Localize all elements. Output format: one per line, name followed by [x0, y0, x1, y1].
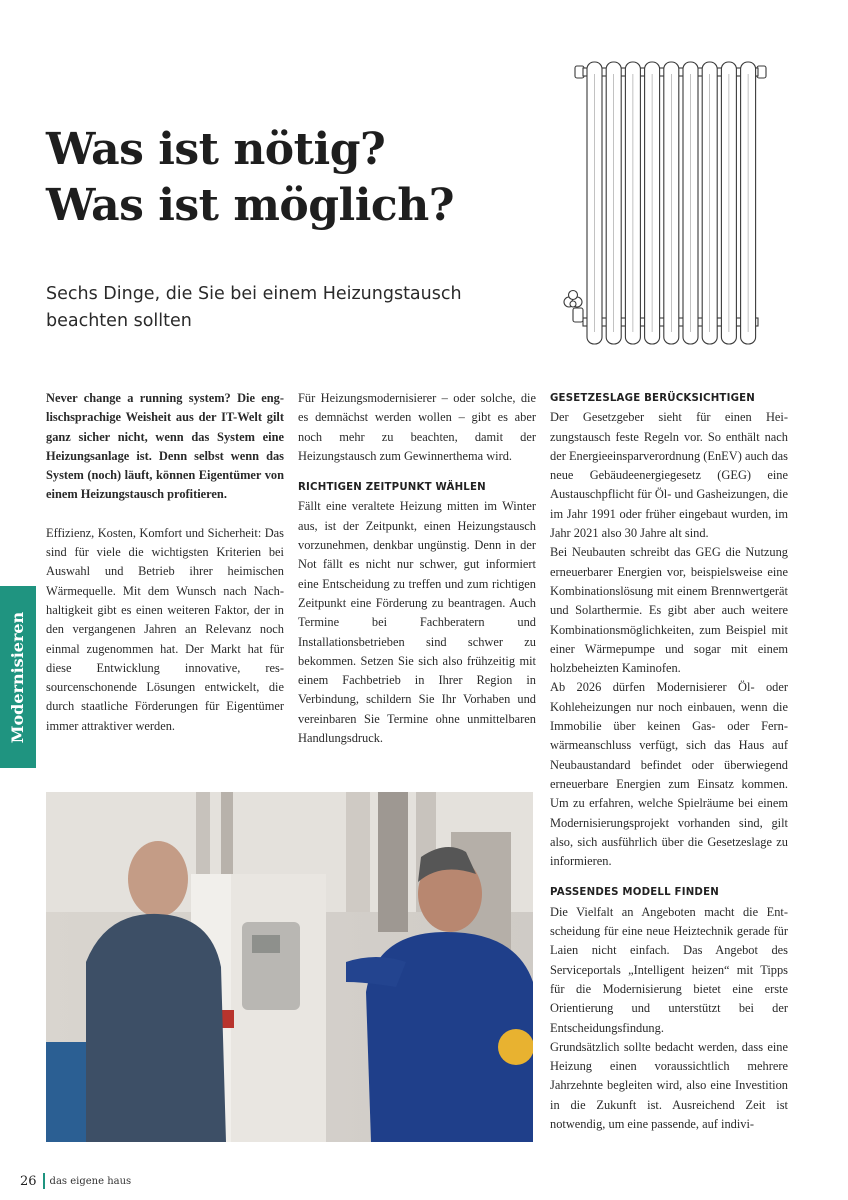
paragraph: Grundsätzlich sollte bedacht werden, dass eine Heizung einen voraussichtlich mehrere Jahrzehnte begleiten wird, also eine Investition in die Zukunft ist. Ausreichend Zeit ist notwendig, um eine passende, auf indivi-	[550, 1039, 788, 1131]
text-column-1	[46, 389, 284, 736]
text-column-3	[550, 389, 788, 1134]
subtitle-line-1: Sechs Dinge, die Sie bei einem Heizungstausch	[46, 284, 462, 304]
page-subtitle	[46, 281, 526, 335]
page-footer	[20, 1172, 131, 1190]
magazine-name: das eigene haus	[49, 1175, 132, 1187]
section-tab	[0, 586, 36, 768]
paragraph: Ab 2026 dürfen Modernisierer Öl- oder Kohleheizungen nur noch einbauen, wenn die Immobilie über keinen Gas- oder Fernwärmeanschluss verfügt, sich das Haus auf Neubaustandard befindet oder überwiegend erneuerbare Energien zum Einsatz kommen. Um zu erfahren, welche Spielräume bei einem Modernisierungsprojekt vorhanden sind, gilt also, sich ausführlich über die Gesetzeslage zu informieren.	[550, 680, 788, 869]
page-title-line-2: Was ist möglich?	[46, 180, 454, 231]
subtitle-line-2: beachten sollten	[46, 311, 192, 331]
radiator-illustration	[555, 52, 780, 352]
page-title-line-1: Was ist nötig?	[46, 124, 386, 175]
two-men-at-heat-pump-photo	[46, 792, 533, 1142]
paragraph: Die Vielfalt an Angeboten macht die Entscheidung für eine neue Heiztechnik gerade für Laien nicht einfach. Das Angebot des Serviceportals „Intelligent heizen“ mit Tipps für die Modernisierung bietet eine erste Orientierung und unterstützt bei der Entscheidungsfindung.	[550, 904, 788, 1035]
paragraph: Bei Neubauten schreibt das GEG die Nutzung erneuerbarer Energien vor, beispielsweise eine Kombinationslösung mit einem Brennwertgerät und Solarthermie. Es gibt aber auch weitere Kombinationsmöglichkeiten, zum Beispiel mit einer Wärmepumpe und sogar mit einem holzbeheizten Kaminofen.	[550, 545, 788, 676]
paragraph: Der Gesetzgeber sieht für einen Heizungstausch feste Regeln vor. So enthält nach der Energieeinsparverordnung (EnEV) auch das neue Gebäudeenergiegesetz (GEG) eine Austauschpflicht für Öl- und Gasheizungen, die im Jahr 1991 oder früher eingebaut wurden, im Jahr 2021 also 30 Jahre alt sind.	[550, 410, 788, 541]
section-tab-label: Modernisieren	[8, 611, 28, 743]
lead-paragraph: Never change a running system? Die englischsprachige Weisheit aus der IT-Welt gilt ganz sicher nicht, wenn das System eine Heizungsanlage ist. Denn selbst wenn das System (noch) läuft, können Eigentümer von einem Heizungstausch profitieren.	[46, 391, 284, 502]
page-number: 26	[20, 1173, 37, 1189]
paragraph: Effizienz, Kosten, Komfort und Sicherheit: Das sind für viele die wichtigsten Kriterien bei Auswahl und Betrieb ihrer heimischen Wärmequelle. Mit dem Wunsch nach Nachhaltigkeit gibt es einen weiteren Faktor, der in den vergangenen Jahren an Relevanz noch einmal zugenommen hat. Der Markt hat für diese Entwicklung innovative, ressourcenschonende Lösungen entwickelt, die durch staatliche Förderungen für Eigentümer immer attraktiver werden.	[46, 525, 284, 733]
paragraph: Für Heizungsmodernisierer – oder solche, die es demnächst werden wollen – gibt es aber noch mehr zu beachten, damit der Heizungstausch zum Gewinnerthema wird.	[298, 391, 536, 463]
footer-divider	[43, 1173, 45, 1189]
paragraph: Fällt eine veraltete Heizung mitten im Winter aus, ist der Zeitpunkt, einen Heizungstausch vorzunehmen, denkbar ungünstig. Denn in der Not fällt es nicht nur schwer, gut informiert eine Entscheidung zu treffen und zum richtigen Zeitpunkt eine Förderung zu beantragen. Auch Termine bei Fachberatern und Installationsbetrieben sind schwer zu bekommen. Setzen Sie sich also frühzeitig mit einem Fachbetrieb in Ihrer Region in Verbindung, schildern Sie Ihr Vorhaben und vereinbaren Sie Termine ohne unmittelbaren Handlungsdruck.	[298, 499, 536, 746]
text-column-2	[298, 389, 536, 748]
page-title	[46, 122, 546, 234]
section-heading: PASSENDES MODELL FINDEN	[550, 887, 719, 899]
section-heading: RICHTIGEN ZEITPUNKT WÄHLEN	[298, 482, 486, 494]
section-heading: GESETZESLAGE BERÜCKSICHTIGEN	[550, 393, 756, 404]
